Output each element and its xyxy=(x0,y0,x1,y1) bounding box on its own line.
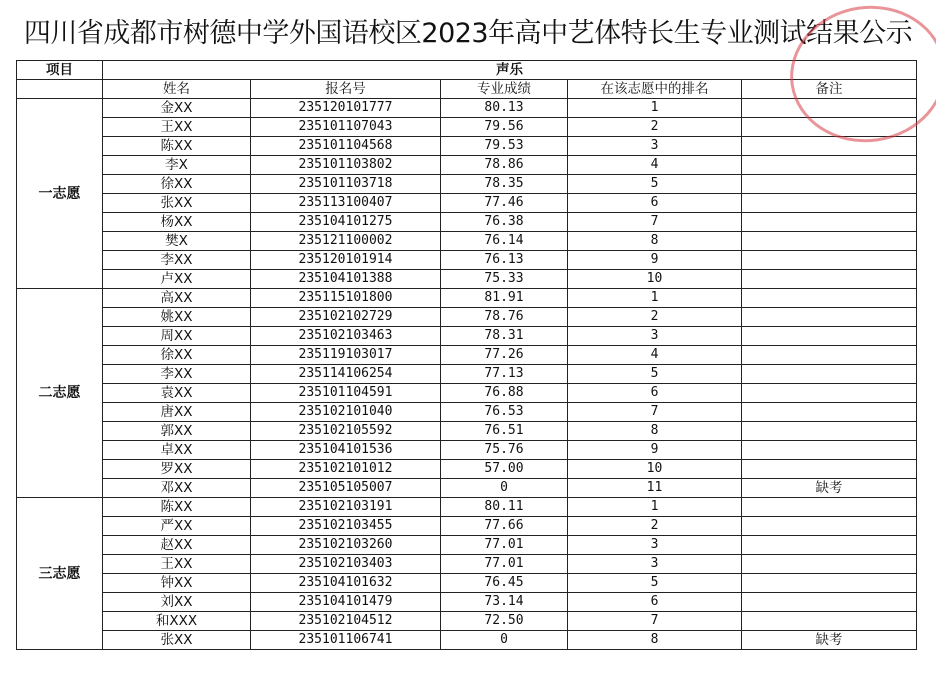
score-cell: 77.46 xyxy=(441,194,568,213)
name-cell: 唐XX xyxy=(103,403,251,422)
note-cell xyxy=(742,194,917,213)
score-cell: 75.76 xyxy=(441,441,568,460)
table-row xyxy=(17,137,917,156)
name-cell: 郭XX xyxy=(103,422,251,441)
name-cell: 陈XX xyxy=(103,498,251,517)
table-row xyxy=(17,213,917,232)
group-label: 三志愿 xyxy=(17,498,103,650)
note-cell xyxy=(742,289,917,308)
name-header: 姓名 xyxy=(103,80,251,99)
reg-no-cell: 235104101536 xyxy=(251,441,441,460)
reg-no-cell: 235113100407 xyxy=(251,194,441,213)
name-cell: 李X xyxy=(103,156,251,175)
rank-cell: 6 xyxy=(568,384,742,403)
table-row xyxy=(17,593,917,612)
table-row xyxy=(17,270,917,289)
note-cell xyxy=(742,308,917,327)
reg-no-cell: 235101104591 xyxy=(251,384,441,403)
name-cell: 和XXX xyxy=(103,612,251,631)
page-title: 四川省成都市树德中学外国语校区2023年高中艺体特长生专业测试结果公示 xyxy=(23,18,913,49)
group-label: 二志愿 xyxy=(17,289,103,498)
score-cell: 0 xyxy=(441,479,568,498)
reg-no-cell: 235101103718 xyxy=(251,175,441,194)
score-cell: 77.01 xyxy=(441,536,568,555)
note-cell xyxy=(742,232,917,251)
score-cell: 75.33 xyxy=(441,270,568,289)
score-cell: 76.88 xyxy=(441,384,568,403)
rank-cell: 8 xyxy=(568,422,742,441)
reg-no-cell: 235102104512 xyxy=(251,612,441,631)
rank-cell: 7 xyxy=(568,403,742,422)
rank-cell: 1 xyxy=(568,498,742,517)
rank-cell: 5 xyxy=(568,175,742,194)
score-cell: 77.13 xyxy=(441,365,568,384)
table-row xyxy=(17,251,917,270)
name-cell: 卓XX xyxy=(103,441,251,460)
name-cell: 金XX xyxy=(103,99,251,118)
score-cell: 77.01 xyxy=(441,555,568,574)
score-cell: 72.50 xyxy=(441,612,568,631)
reg-no-cell: 235102101040 xyxy=(251,403,441,422)
name-cell: 陈XX xyxy=(103,137,251,156)
name-cell: 张XX xyxy=(103,631,251,650)
note-header: 备注 xyxy=(742,80,917,99)
rank-cell: 11 xyxy=(568,479,742,498)
table-row xyxy=(17,441,917,460)
score-cell: 57.00 xyxy=(441,460,568,479)
table-row xyxy=(17,631,917,650)
note-cell xyxy=(742,441,917,460)
name-cell: 高XX xyxy=(103,289,251,308)
rank-header: 在该志愿中的排名 xyxy=(568,80,742,99)
table-row xyxy=(17,308,917,327)
results-body xyxy=(17,99,917,650)
name-cell: 罗XX xyxy=(103,460,251,479)
score-cell: 76.14 xyxy=(441,232,568,251)
note-cell xyxy=(742,460,917,479)
reg-no-cell: 235104101388 xyxy=(251,270,441,289)
name-cell: 严XX xyxy=(103,517,251,536)
note-cell xyxy=(742,365,917,384)
reg-no-cell: 235102103260 xyxy=(251,536,441,555)
rank-cell: 5 xyxy=(568,574,742,593)
name-cell: 邓XX xyxy=(103,479,251,498)
score-cell: 73.14 xyxy=(441,593,568,612)
table-row xyxy=(17,460,917,479)
score-cell: 77.26 xyxy=(441,346,568,365)
rank-cell: 1 xyxy=(568,99,742,118)
note-cell xyxy=(742,517,917,536)
table-row xyxy=(17,479,917,498)
reg-no-cell: 235102105592 xyxy=(251,422,441,441)
score-cell: 78.35 xyxy=(441,175,568,194)
note-cell xyxy=(742,346,917,365)
reg-no-cell: 235101106741 xyxy=(251,631,441,650)
rank-cell: 6 xyxy=(568,593,742,612)
table-row xyxy=(17,289,917,308)
name-cell: 樊X xyxy=(103,232,251,251)
note-cell: 缺考 xyxy=(742,479,917,498)
table-row xyxy=(17,175,917,194)
rank-cell: 4 xyxy=(568,346,742,365)
score-cell: 80.13 xyxy=(441,99,568,118)
header-row-2 xyxy=(17,80,917,99)
table-row xyxy=(17,403,917,422)
score-header: 专业成绩 xyxy=(441,80,568,99)
reg-no-cell: 235121100002 xyxy=(251,232,441,251)
name-cell: 周XX xyxy=(103,327,251,346)
name-cell: 袁XX xyxy=(103,384,251,403)
reg-no-cell: 235102103463 xyxy=(251,327,441,346)
note-cell xyxy=(742,175,917,194)
note-cell xyxy=(742,156,917,175)
score-cell: 81.91 xyxy=(441,289,568,308)
rank-cell: 2 xyxy=(568,308,742,327)
score-cell: 80.11 xyxy=(441,498,568,517)
note-cell xyxy=(742,536,917,555)
rank-cell: 8 xyxy=(568,232,742,251)
table-row xyxy=(17,536,917,555)
score-cell: 79.53 xyxy=(441,137,568,156)
score-cell: 76.38 xyxy=(441,213,568,232)
rank-cell: 3 xyxy=(568,536,742,555)
table-row xyxy=(17,99,917,118)
score-cell: 0 xyxy=(441,631,568,650)
header-row-1 xyxy=(17,61,917,80)
table-row xyxy=(17,498,917,517)
reg-no-cell: 235120101777 xyxy=(251,99,441,118)
empty-header-cell xyxy=(17,80,103,99)
results-table xyxy=(16,60,917,650)
reg-no-cell: 235102103191 xyxy=(251,498,441,517)
name-cell: 张XX xyxy=(103,194,251,213)
note-cell xyxy=(742,251,917,270)
table-row xyxy=(17,156,917,175)
reg-no-cell: 235105105007 xyxy=(251,479,441,498)
name-cell: 姚XX xyxy=(103,308,251,327)
table-row xyxy=(17,517,917,536)
rank-cell: 7 xyxy=(568,612,742,631)
table-row xyxy=(17,232,917,251)
reg-no-cell: 235101107043 xyxy=(251,118,441,137)
table-row xyxy=(17,612,917,631)
reg-no-cell: 235115101800 xyxy=(251,289,441,308)
rank-cell: 9 xyxy=(568,441,742,460)
rank-cell: 10 xyxy=(568,460,742,479)
rank-cell: 9 xyxy=(568,251,742,270)
score-cell: 76.13 xyxy=(441,251,568,270)
note-cell: 缺考 xyxy=(742,631,917,650)
note-cell xyxy=(742,137,917,156)
table-row xyxy=(17,574,917,593)
name-cell: 赵XX xyxy=(103,536,251,555)
name-cell: 刘XX xyxy=(103,593,251,612)
reg-no-cell: 235102101012 xyxy=(251,460,441,479)
rank-cell: 3 xyxy=(568,327,742,346)
score-cell: 76.53 xyxy=(441,403,568,422)
rank-cell: 4 xyxy=(568,156,742,175)
reg-no-cell: 235102102729 xyxy=(251,308,441,327)
name-cell: 李XX xyxy=(103,365,251,384)
note-cell xyxy=(742,403,917,422)
score-cell: 78.31 xyxy=(441,327,568,346)
name-cell: 王XX xyxy=(103,118,251,137)
table-row xyxy=(17,555,917,574)
score-cell: 78.86 xyxy=(441,156,568,175)
reg-no-cell: 235102103455 xyxy=(251,517,441,536)
rank-cell: 3 xyxy=(568,137,742,156)
rank-cell: 8 xyxy=(568,631,742,650)
name-cell: 徐XX xyxy=(103,175,251,194)
rank-cell: 6 xyxy=(568,194,742,213)
note-cell xyxy=(742,612,917,631)
reg-no-header: 报名号 xyxy=(251,80,441,99)
table-row xyxy=(17,365,917,384)
table-row xyxy=(17,327,917,346)
rank-cell: 2 xyxy=(568,118,742,137)
table-row xyxy=(17,194,917,213)
note-cell xyxy=(742,593,917,612)
note-cell xyxy=(742,574,917,593)
note-cell xyxy=(742,118,917,137)
table-row xyxy=(17,384,917,403)
name-cell: 杨XX xyxy=(103,213,251,232)
reg-no-cell: 235104101479 xyxy=(251,593,441,612)
project-header: 项目 xyxy=(17,61,103,80)
score-cell: 77.66 xyxy=(441,517,568,536)
score-cell: 76.45 xyxy=(441,574,568,593)
rank-cell: 10 xyxy=(568,270,742,289)
name-cell: 钟XX xyxy=(103,574,251,593)
category-header: 声乐 xyxy=(103,61,917,80)
note-cell xyxy=(742,555,917,574)
rank-cell: 2 xyxy=(568,517,742,536)
note-cell xyxy=(742,498,917,517)
reg-no-cell: 235119103017 xyxy=(251,346,441,365)
rank-cell: 7 xyxy=(568,213,742,232)
note-cell xyxy=(742,270,917,289)
note-cell xyxy=(742,384,917,403)
rank-cell: 3 xyxy=(568,555,742,574)
reg-no-cell: 235114106254 xyxy=(251,365,441,384)
table-row xyxy=(17,346,917,365)
reg-no-cell: 235104101632 xyxy=(251,574,441,593)
note-cell xyxy=(742,422,917,441)
rank-cell: 1 xyxy=(568,289,742,308)
table-row xyxy=(17,118,917,137)
group-label: 一志愿 xyxy=(17,99,103,289)
reg-no-cell: 235101104568 xyxy=(251,137,441,156)
rank-cell: 5 xyxy=(568,365,742,384)
reg-no-cell: 235102103403 xyxy=(251,555,441,574)
score-cell: 79.56 xyxy=(441,118,568,137)
table-row xyxy=(17,422,917,441)
reg-no-cell: 235120101914 xyxy=(251,251,441,270)
reg-no-cell: 235101103802 xyxy=(251,156,441,175)
reg-no-cell: 235104101275 xyxy=(251,213,441,232)
name-cell: 李XX xyxy=(103,251,251,270)
name-cell: 卢XX xyxy=(103,270,251,289)
note-cell xyxy=(742,213,917,232)
name-cell: 徐XX xyxy=(103,346,251,365)
score-cell: 76.51 xyxy=(441,422,568,441)
note-cell xyxy=(742,99,917,118)
note-cell xyxy=(742,327,917,346)
name-cell: 王XX xyxy=(103,555,251,574)
score-cell: 78.76 xyxy=(441,308,568,327)
